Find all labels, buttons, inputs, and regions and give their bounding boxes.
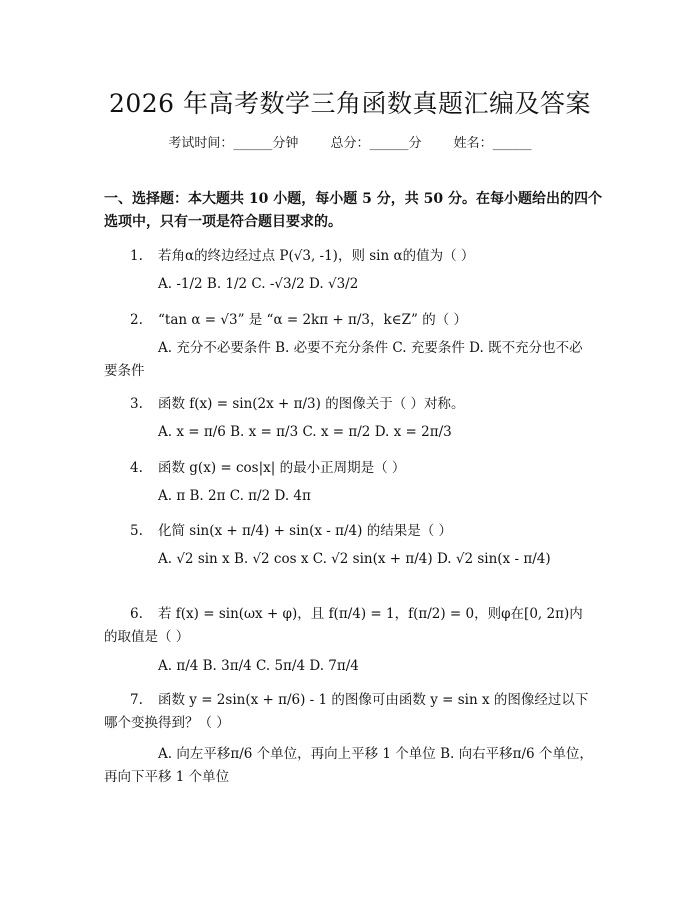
question-text: 化简 sin(x + π/4) + sin(x - π/4) 的结果是（ ） xyxy=(158,523,453,539)
question-3-stem xyxy=(130,392,600,412)
exam-time-field: 考试时间：______分钟 xyxy=(168,136,299,151)
total-score-field: 总分：______分 xyxy=(330,136,422,151)
question-5-stem xyxy=(130,519,600,539)
question-number: 1. xyxy=(130,248,143,264)
question-text: 若角α的终边经过点 P(√3, -1)，则 sin α的值为（ ） xyxy=(158,248,475,264)
question-1-options: A. -1/2 B. 1/2 C. -√3/2 D. √3/2 xyxy=(158,276,359,292)
question-3-options: A. x = π/6 B. x = π/3 C. x = π/2 D. x = 2π/3 xyxy=(158,424,452,440)
exam-title: 2026 年高考数学三角函数真题汇编及答案 xyxy=(108,89,592,118)
question-6-stem xyxy=(104,603,596,649)
question-number: 7. xyxy=(130,692,143,708)
question-text: 若 f(x) = sin(ωx + φ)，且 f(π/4) = 1，f(π/2) = 0，则φ在[0, 2π)内的取值是（ ） xyxy=(104,606,583,645)
question-text: “tan α = √3” 是 “α = 2kπ + π/3，k∈Z” 的（ ） xyxy=(158,312,468,328)
question-7-options: A. 向左平移π/6 个单位，再向上平移 1 个单位 B. 向右平移π/6 个单位，再向下平移 1 个单位 xyxy=(104,746,593,785)
question-5-options: A. √2 sin x B. √2 cos x C. √2 sin(x + π/4) D. √2 sin(x - π/4) xyxy=(158,551,551,567)
question-4-stem xyxy=(130,456,600,476)
question-2-stem xyxy=(130,308,600,328)
section-heading: 一、选择题：本大题共 10 小题，每小题 5 分，共 50 分。在每小题给出的四个选项中，只有一项是符合题目要求的。 xyxy=(104,191,602,230)
exam-meta xyxy=(0,132,700,151)
question-7-stem xyxy=(104,689,596,735)
question-text: 函数 g(x) = cos|x| 的最小正周期是（ ） xyxy=(158,460,406,476)
question-number: 6. xyxy=(130,606,143,622)
question-number: 5. xyxy=(130,523,143,539)
question-number: 3. xyxy=(130,396,143,412)
question-4-options: A. π B. 2π C. π/2 D. 4π xyxy=(158,488,311,504)
question-6-options: A. π/4 B. 3π/4 C. 5π/4 D. 7π/4 xyxy=(158,658,359,674)
question-text: 函数 f(x) = sin(2x + π/3) 的图像关于（ ）对称。 xyxy=(158,396,465,412)
question-number: 2. xyxy=(130,312,143,328)
question-2-options: A. 充分不必要条件 B. 必要不充分条件 C. 充要条件 D. 既不充分也不必要条件 xyxy=(104,340,583,379)
question-1-stem xyxy=(130,244,600,264)
student-name-field: 姓名：______ xyxy=(453,136,532,151)
question-number: 4. xyxy=(130,460,143,476)
question-text: 函数 y = 2sin(x + π/6) - 1 的图像可由函数 y = sin x 的图像经过以下哪个变换得到？（ ） xyxy=(104,692,589,731)
